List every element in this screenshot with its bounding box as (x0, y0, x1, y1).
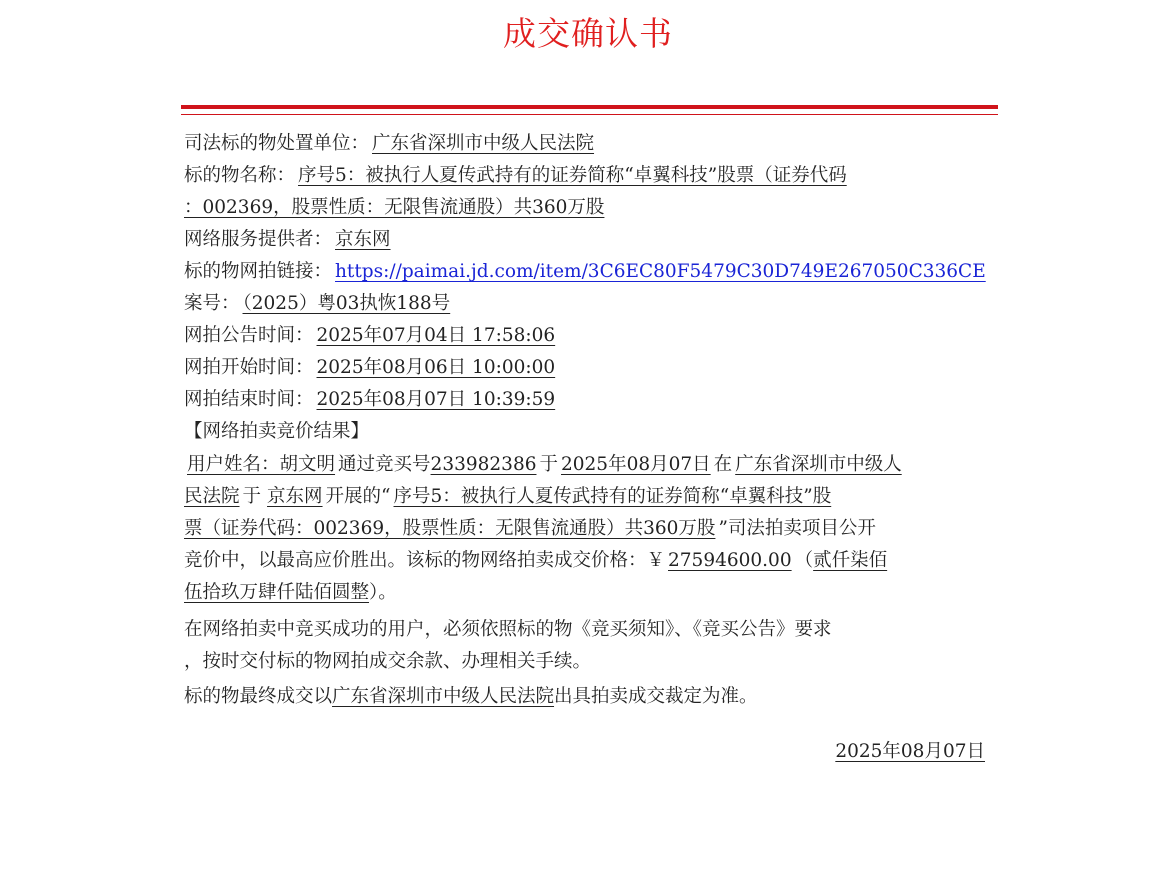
signature-date: 2025年08月07日 (835, 741, 985, 762)
item-description-part1: 序号5：被执行人夏传武持有的证券简称“卓翼科技”股 (393, 486, 832, 507)
field-provider (184, 224, 984, 256)
field-item-name-cont (184, 192, 984, 224)
court-name-part2: 民法院 (184, 486, 240, 507)
text: 于 (539, 454, 558, 475)
document-title: 成交确认书 (503, 14, 673, 53)
deal-price-chinese-part1: 贰仟柒佰 (813, 550, 888, 571)
platform-name: 京东网 (267, 486, 323, 507)
text: 开展的“ (325, 486, 391, 507)
user-name: 胡文明 (279, 454, 336, 475)
field-label: 网拍公告时间： (184, 325, 314, 346)
header-rule-thick (181, 105, 998, 109)
deal-price-chinese-part2: 伍拾玖万肆仟陆佰圆整 (184, 582, 370, 603)
user-label: 用户姓名： (187, 454, 280, 475)
field-value-end: 2025年08月07日 10:39:59 (316, 389, 556, 410)
result-line-4 (184, 545, 984, 577)
deal-date: 2025年08月07日 (561, 454, 711, 475)
notice-paragraph (184, 614, 984, 678)
text: 通过竞买号 (338, 454, 431, 475)
field-value-provider: 京东网 (335, 229, 391, 250)
result-heading: 【网络拍卖竞价结果】 (184, 421, 370, 442)
field-start-time (184, 352, 984, 384)
field-value-start: 2025年08月06日 10:00:00 (316, 357, 556, 378)
field-link (184, 256, 984, 288)
item-description-part2: 票（证券代码：002369，股票性质：无限售流通股）共360万股 (184, 518, 716, 539)
court-name-part1: 广东省深圳市中级人 (735, 454, 902, 475)
result-line-3 (184, 513, 984, 545)
text: ）。 (369, 582, 397, 603)
final-court-name: 广东省深圳市中级人民法院 (332, 686, 555, 707)
text: 于 (242, 486, 262, 507)
bid-number: 233982386 (430, 454, 537, 475)
text: ”司法拍卖项目公开 (718, 518, 876, 539)
document-body (184, 128, 984, 713)
user-name-field (184, 454, 338, 475)
result-line-1 (184, 449, 984, 481)
field-value-item-line2: ：002369，股票性质：无限售流通股）共360万股 (184, 197, 605, 218)
notice-line-1: 在网络拍卖中竞买成功的用户，必须依照标的物《竞买须知》、《竞买公告》要求 (184, 619, 832, 640)
field-value-item-line1: 序号5：被执行人夏传武持有的证券简称“卓翼科技”股票（证券代码 (298, 165, 847, 186)
deal-price: 27594600.00 (668, 550, 792, 571)
text: 竞价中，以最高应价胜出。该标的物网络拍卖成交价格：￥ (184, 550, 666, 571)
field-label: 网拍结束时间： (184, 389, 314, 410)
result-line-5 (184, 577, 984, 609)
auction-link[interactable]: https://paimai.jd.com/item/3C6EC80F5479C30D749E267050C336CE (335, 261, 986, 282)
header-rule-thin (181, 114, 998, 115)
field-label: 网络服务提供者： (184, 229, 333, 250)
result-line-2 (184, 481, 984, 513)
field-disposal-unit (184, 128, 984, 160)
field-value-court: 广东省深圳市中级人民法院 (372, 133, 595, 154)
field-label: 司法标的物处置单位： (184, 133, 370, 154)
field-case-number (184, 288, 984, 320)
field-item-name (184, 160, 984, 192)
text: 出具拍卖成交裁定为准。 (554, 686, 758, 707)
field-value-announce: 2025年07月04日 17:58:06 (316, 325, 556, 346)
text: （ (794, 550, 814, 571)
result-paragraph (184, 449, 984, 609)
notice-line-2: ，按时交付标的物网拍成交余款、办理相关手续。 (184, 651, 592, 672)
field-label: 标的物名称： (184, 165, 296, 186)
field-end-time (184, 384, 984, 416)
text: 在 (713, 454, 733, 475)
field-value-case: （2025）粤03执恢188号 (242, 293, 451, 314)
final-paragraph (184, 681, 984, 713)
text: 标的物最终成交以 (184, 686, 333, 707)
field-label: 案号： (184, 293, 240, 314)
field-label: 网拍开始时间： (184, 357, 314, 378)
field-label: 标的物网拍链接： (184, 261, 333, 282)
field-announce-time (184, 320, 984, 352)
